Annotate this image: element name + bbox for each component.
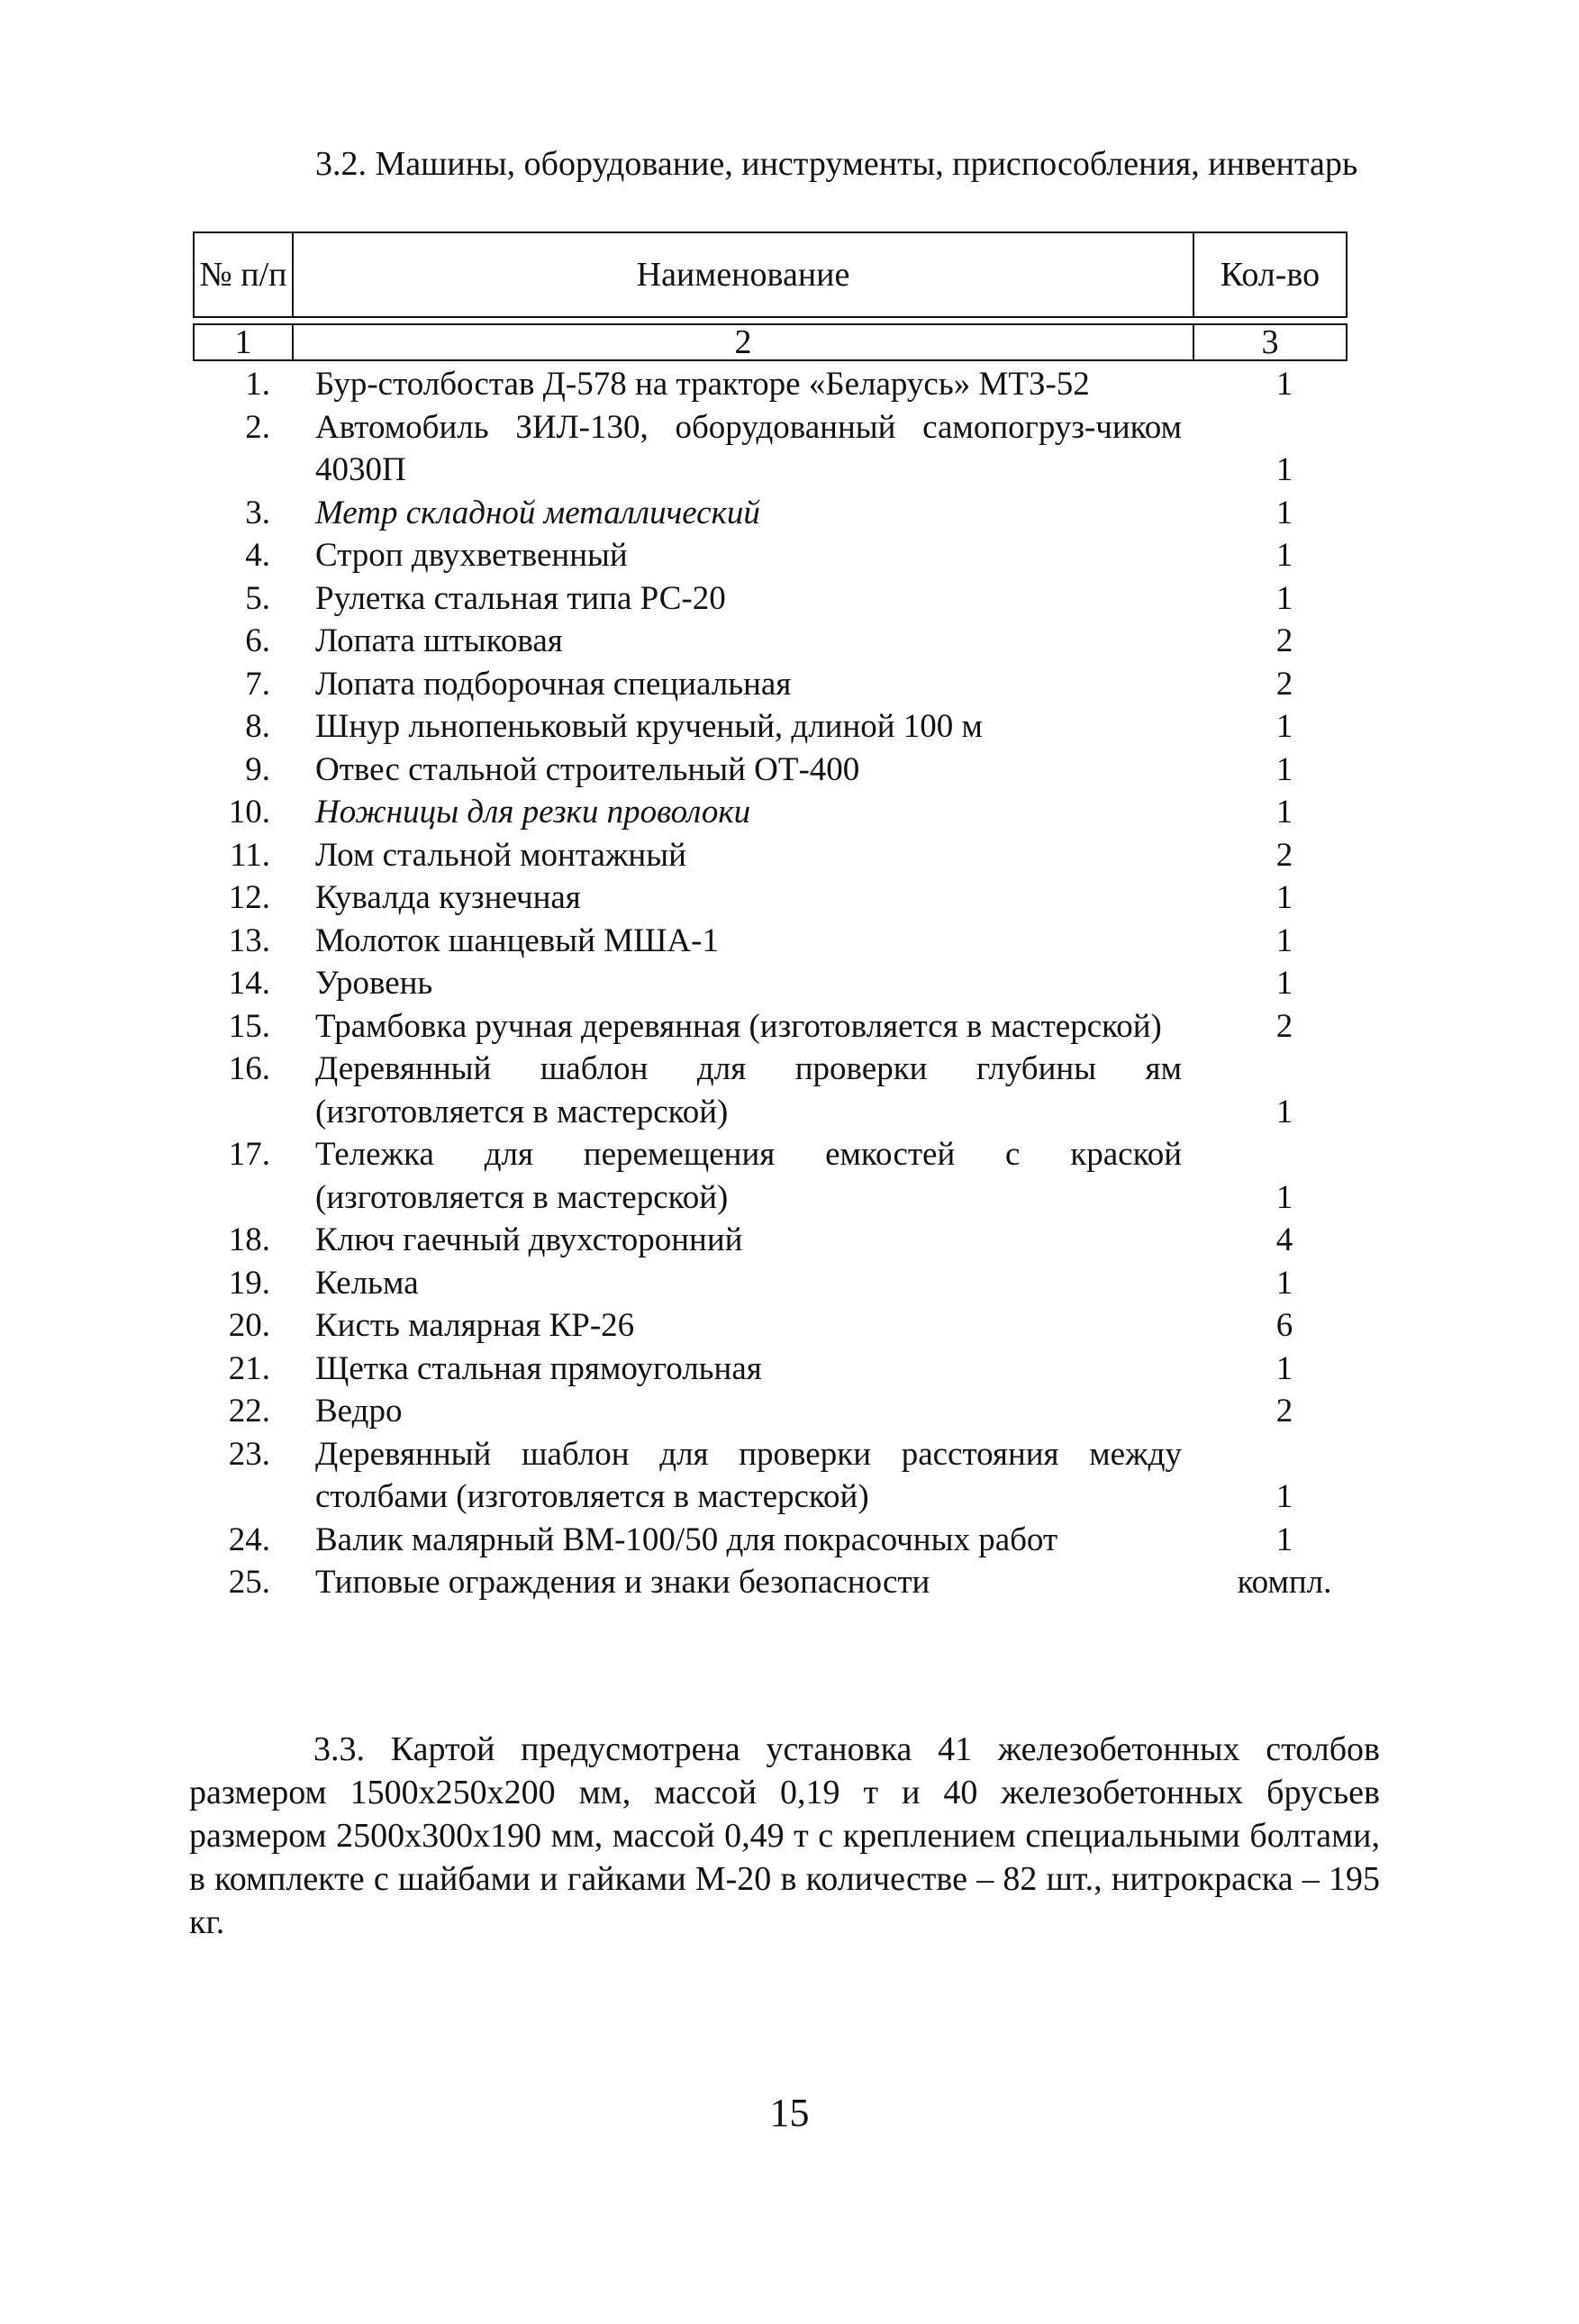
row-name: Деревянный шаблон для проверки расстояния между столбами (изготовляется в мастерской) (315, 1435, 1182, 1515)
row-name: Ведро (315, 1393, 403, 1430)
row-qty: 1 (1275, 965, 1293, 1002)
row-qty: 1 (1275, 1093, 1293, 1130)
row-name: Отвес стальной строительный ОТ-400 (315, 750, 860, 788)
table-row (193, 1304, 1364, 1348)
header-qty: Кол-во (1193, 232, 1347, 317)
row-number: 13. (228, 921, 270, 959)
row-name: Рулетка стальная типа РС-20 (315, 579, 726, 617)
row-name: Метр складной металлический (315, 494, 760, 531)
row-name: Кувалда кузнечная (315, 879, 581, 916)
row-number: 14. (228, 965, 270, 1002)
table-row (193, 920, 1364, 963)
table-row (193, 1219, 1364, 1262)
row-name: Типовые ограждения и знаки безопасности (315, 1564, 930, 1601)
table-row (193, 577, 1364, 621)
row-number: 18. (228, 1221, 270, 1258)
table-row (193, 1433, 1364, 1519)
row-name: Уровень (315, 965, 433, 1002)
col-number-1: 1 (194, 324, 293, 360)
table-row (193, 1262, 1364, 1305)
paragraph-text: 3.3. Картой предусмотрена установка 41 железобетонных столбов размером 1500x250x200 мм, массой 0,19 т и 40 железобетонных брусьев размером 2500x300x190 мм, массой 0,49 т с креплением специальными болтами, в комплекте с шайбами и гайками М-20 в количестве – 82 шт., нитрокраска – 195 кг. (189, 1730, 1380, 1941)
table-row (193, 791, 1364, 834)
row-qty: 2 (1275, 1007, 1293, 1045)
row-number: 24. (228, 1521, 270, 1558)
row-qty: 6 (1275, 1307, 1293, 1344)
row-name: Щетка стальная прямоугольная (315, 1349, 762, 1387)
row-name: Ножницы для резки проволоки (315, 794, 751, 831)
row-qty: 1 (1275, 366, 1293, 403)
row-number: 12. (228, 879, 270, 916)
row-qty: 1 (1275, 1521, 1293, 1558)
row-number: 11. (230, 836, 270, 874)
row-qty: 1 (1275, 1264, 1293, 1302)
table-row (193, 620, 1364, 663)
row-name: Шнур льнопеньковый крученый, длиной 100 м (315, 708, 983, 745)
row-name: Строп двухветвенный (315, 537, 628, 574)
table-row (193, 1133, 1364, 1219)
col-number-3: 3 (1193, 324, 1347, 360)
row-number: 7. (245, 665, 270, 703)
row-name: Кисть малярная КР-26 (315, 1307, 635, 1344)
paragraph-3-3 (189, 1728, 1380, 1944)
row-number: 8. (245, 708, 270, 745)
table-row (193, 1390, 1364, 1433)
row-number: 25. (228, 1564, 270, 1601)
section-title: 3.2. Машины, оборудование, инструменты, приспособления, инвентарь (315, 145, 1358, 183)
row-name: Валик малярный ВМ-100/50 для покрасочных работ (315, 1521, 1058, 1558)
row-qty: 2 (1275, 1393, 1293, 1430)
row-name: Автомобиль ЗИЛ-130, оборудованный самопогруз-чиком 4030П (315, 408, 1182, 488)
table-row (193, 705, 1364, 749)
table-row (193, 663, 1364, 706)
row-name: Ключ гаечный двухсторонний (315, 1221, 743, 1258)
table-row (193, 1005, 1364, 1049)
row-qty: 1 (1275, 750, 1293, 788)
header-name: Наименование (293, 232, 1193, 317)
row-qty: компл. (1237, 1564, 1332, 1601)
row-number: 16. (228, 1050, 270, 1087)
row-qty: 2 (1275, 622, 1293, 659)
row-qty: 1 (1275, 1478, 1293, 1515)
table-row (193, 1348, 1364, 1391)
row-number: 3. (245, 494, 270, 531)
table-row (193, 834, 1364, 877)
table-row (193, 492, 1364, 535)
row-name: Бур-столбостав Д-578 на тракторе «Беларусь» МТЗ-52 (315, 366, 1090, 403)
table-row (193, 1561, 1364, 1604)
row-name: Тележка для перемещения емкостей с краской (изготовляется в мастерской) (315, 1136, 1182, 1216)
row-number: 23. (228, 1435, 270, 1473)
row-name: Кельма (315, 1264, 419, 1302)
table-row (193, 363, 1364, 406)
page-number: 15 (769, 2091, 810, 2135)
header-num: № п/п (194, 232, 293, 317)
table-row (193, 749, 1364, 792)
table-row (193, 1519, 1364, 1562)
row-number: 2. (245, 408, 270, 446)
row-qty: 1 (1275, 879, 1293, 916)
table-row (193, 1048, 1364, 1133)
row-qty: 1 (1275, 579, 1293, 617)
row-name: Деревянный шаблон для проверки глубины ям (изготовляется в мастерской) (315, 1050, 1182, 1130)
equipment-list (193, 363, 1364, 1604)
row-number: 1. (245, 366, 270, 403)
table-row (193, 876, 1364, 920)
table-row (193, 534, 1364, 577)
table-header (193, 231, 1348, 361)
row-number: 19. (228, 1264, 270, 1302)
row-qty: 1 (1275, 921, 1293, 959)
row-number: 5. (245, 579, 270, 617)
row-qty: 1 (1275, 537, 1293, 574)
row-qty: 2 (1275, 836, 1293, 874)
col-number-2: 2 (293, 324, 1193, 360)
row-number: 10. (228, 794, 270, 831)
row-qty: 4 (1275, 1221, 1293, 1258)
row-qty: 1 (1275, 708, 1293, 745)
row-name: Лопата подборочная специальная (315, 665, 792, 703)
row-number: 9. (245, 750, 270, 788)
row-number: 4. (245, 537, 270, 574)
row-qty: 1 (1275, 1349, 1293, 1387)
row-name: Трамбовка ручная деревянная (изготовляется в мастерской) (315, 1007, 1162, 1045)
row-number: 22. (228, 1393, 270, 1430)
row-qty: 1 (1275, 794, 1293, 831)
row-qty: 1 (1275, 451, 1293, 488)
row-name: Лопата штыковая (315, 622, 563, 659)
row-number: 20. (228, 1307, 270, 1344)
table-row (193, 406, 1364, 492)
row-name: Молоток шанцевый МША-1 (315, 921, 719, 959)
row-number: 21. (228, 1349, 270, 1387)
row-qty: 1 (1275, 1178, 1293, 1216)
row-qty: 1 (1275, 494, 1293, 531)
row-number: 6. (245, 622, 270, 659)
table-row (193, 962, 1364, 1005)
row-name: Лом стальной монтажный (315, 836, 686, 874)
row-number: 17. (228, 1136, 270, 1173)
row-number: 15. (228, 1007, 270, 1045)
row-qty: 2 (1275, 665, 1293, 703)
